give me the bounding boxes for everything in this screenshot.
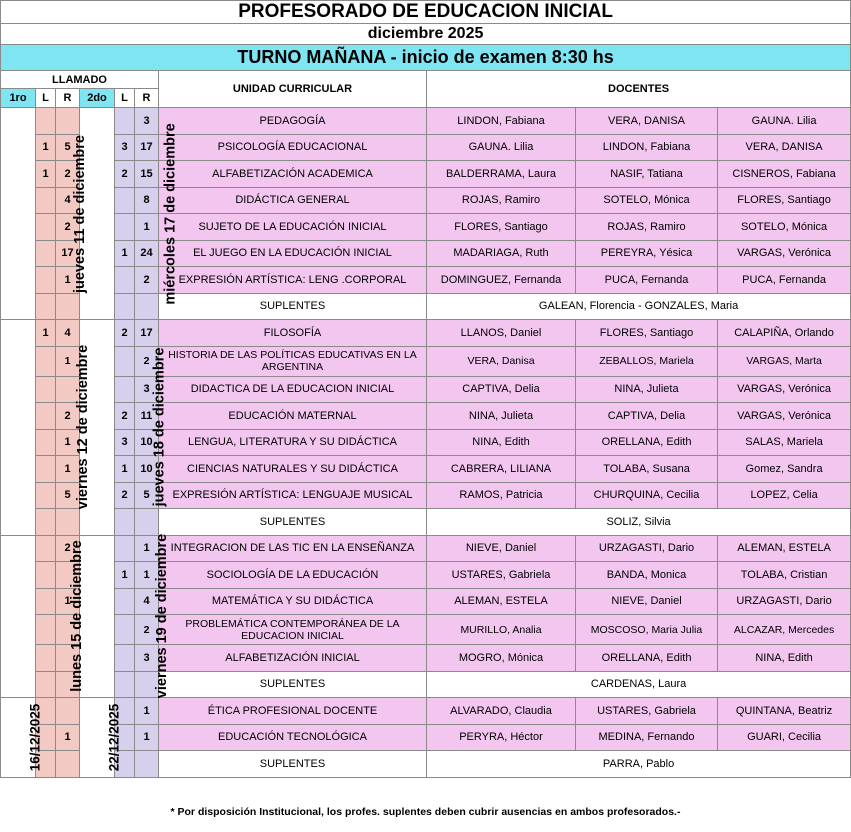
first-call-r — [56, 293, 80, 320]
first-call-r: 17 — [56, 240, 80, 267]
second-call-r: 1 — [135, 214, 159, 241]
first-call-l — [36, 240, 56, 267]
suplentes-row — [1, 509, 851, 536]
docente-1: DOMINGUEZ, Fernanda — [427, 267, 576, 294]
table-row — [1, 482, 851, 509]
docente-3: FLORES, Santiago — [718, 187, 851, 214]
suplentes-row — [1, 293, 851, 320]
suplentes-names: GALEAN, Florencia - GONZALES, Maria — [427, 293, 851, 320]
unidad-curricular: EDUCACIÓN TECNOLÓGICA — [159, 724, 427, 751]
docente-2: URZAGASTI, Dario — [576, 535, 718, 562]
second-call-l — [115, 293, 135, 320]
suplentes-names: PARRA, Pablo — [427, 751, 851, 778]
second-call-l: 3 — [115, 134, 135, 161]
l-header: L — [115, 89, 135, 108]
docente-1: LINDON, Fabiana — [427, 108, 576, 135]
l-header: L — [36, 89, 56, 108]
first-call-l — [36, 509, 56, 536]
second-call-r — [135, 751, 159, 778]
docente-1: FLORES, Santiago — [427, 214, 576, 241]
first-call-r: 1 — [56, 267, 80, 294]
table-row — [1, 320, 851, 347]
second-call-date-label: 22/12/2025 — [106, 703, 122, 772]
first-call-l — [36, 376, 56, 403]
table-row — [1, 645, 851, 672]
unidad-curricular: EXPRESIÓN ARTÍSTICA: LENGUAJE MUSICAL — [159, 482, 427, 509]
table-row — [1, 108, 851, 135]
second-call-l — [115, 267, 135, 294]
docente-3: VARGAS, Marta — [718, 346, 851, 376]
unidad-curricular: EDUCACIÓN MATERNAL — [159, 403, 427, 430]
first-call-r: 5 — [56, 482, 80, 509]
first-call-l — [36, 267, 56, 294]
docente-3: URZAGASTI, Dario — [718, 588, 851, 615]
second-call-r: 3 — [135, 645, 159, 672]
docente-3: VERA, DANISA — [718, 134, 851, 161]
first-call-r: 4 — [56, 187, 80, 214]
first-call-r: 1 — [56, 346, 80, 376]
second-call-l — [115, 214, 135, 241]
docente-1: USTARES, Gabriela — [427, 562, 576, 589]
second-call-l: 1 — [115, 456, 135, 483]
first-call-l — [36, 456, 56, 483]
table-row — [1, 562, 851, 589]
second-call-r: 17 — [135, 320, 159, 347]
first-call-l: 1 — [36, 134, 56, 161]
docente-2: NASIF, Tatiana — [576, 161, 718, 188]
docente-1: NIEVE, Daniel — [427, 535, 576, 562]
unidad-curricular: DIDÁCTICA GENERAL — [159, 187, 427, 214]
docente-3: TOLABA, Cristian — [718, 562, 851, 589]
first-call-r: 2 — [56, 403, 80, 430]
second-call-l: 3 — [115, 429, 135, 456]
second-call-r: 4 — [135, 588, 159, 615]
r-header: R — [56, 89, 80, 108]
first-call-date-label: lunes 15 de diciembre — [68, 540, 85, 693]
table-row — [1, 698, 851, 725]
table-row — [1, 161, 851, 188]
first-call-l — [36, 403, 56, 430]
docente-2: ZEBALLOS, Mariela — [576, 346, 718, 376]
table-row — [1, 535, 851, 562]
docente-1: PERYRA, Héctor — [427, 724, 576, 751]
second-call-r: 15 — [135, 161, 159, 188]
first-call-date-label: 16/12/2025 — [27, 703, 43, 772]
docente-2: SOTELO, Mónica — [576, 187, 718, 214]
first-call-r: 1 — [56, 588, 80, 615]
docente-3: GUARI, Cecilia — [718, 724, 851, 751]
table-row — [1, 346, 851, 376]
second-call-l — [115, 645, 135, 672]
second-call-l — [115, 588, 135, 615]
docentes-header: DOCENTES — [427, 71, 851, 108]
second-call-date-label: viernes 19 de diciembre — [154, 534, 171, 699]
docente-1: CAPTIVA, Delia — [427, 376, 576, 403]
docente-1: MOGRO, Mónica — [427, 645, 576, 672]
docente-1: NINA, Edith — [427, 429, 576, 456]
second-call-l — [115, 187, 135, 214]
second-call-l — [115, 535, 135, 562]
unidad-curricular: PROBLEMÁTICA CONTEMPORÁNEA DE LA EDUCACION INICIAL — [159, 615, 427, 645]
docente-2: FLORES, Santiago — [576, 320, 718, 347]
suplentes-label: SUPLENTES — [159, 293, 427, 320]
first-call-date — [1, 698, 43, 778]
second-call-l — [115, 346, 135, 376]
unidad-curricular: ALFABETIZACIÓN ACADEMICA — [159, 161, 427, 188]
table-row — [1, 615, 851, 645]
docente-3: CALAPIÑA, Orlando — [718, 320, 851, 347]
docente-1: CABRERA, LILIANA — [427, 456, 576, 483]
unidad-curricular: FILOSOFÍA — [159, 320, 427, 347]
llamado-header: LLAMADO — [1, 71, 159, 89]
docente-3: Gomez, Sandra — [718, 456, 851, 483]
second-call-r: 1 — [135, 535, 159, 562]
docente-1: ALEMAN, ESTELA — [427, 588, 576, 615]
table-row — [1, 376, 851, 403]
unidad-curricular: DIDACTICA DE LA EDUCACION INICIAL — [159, 376, 427, 403]
docente-2: PUCA, Fernanda — [576, 267, 718, 294]
docente-3: PUCA, Fernanda — [718, 267, 851, 294]
docente-2: CHURQUINA, Cecilia — [576, 482, 718, 509]
first-call-r: 1 — [56, 456, 80, 483]
second-call-r — [135, 293, 159, 320]
second-call-r: 11 — [135, 403, 159, 430]
first-call-r: 2 — [56, 535, 80, 562]
second-call-l: 2 — [115, 482, 135, 509]
first-call-date — [1, 535, 85, 698]
unidad-curricular: MATEMÁTICA Y SU DIDÁCTICA — [159, 588, 427, 615]
suplentes-label: SUPLENTES — [159, 671, 427, 698]
first-call-r — [56, 509, 80, 536]
first-call-r — [56, 108, 80, 135]
docente-3: ALCAZAR, Mercedes — [718, 615, 851, 645]
table-row — [1, 267, 851, 294]
first-call-r: 5 — [56, 134, 80, 161]
second-call-r: 8 — [135, 187, 159, 214]
docente-2: VERA, DANISA — [576, 108, 718, 135]
first-call-r: 1 — [56, 429, 80, 456]
table-row — [1, 588, 851, 615]
docente-3: SALAS, Mariela — [718, 429, 851, 456]
docente-1: GAUNA. Lilia — [427, 134, 576, 161]
unidad-curricular: LENGUA, LITERATURA Y SU DIDÁCTICA — [159, 429, 427, 456]
second-call-l: 2 — [115, 320, 135, 347]
first-call-r: 1 — [56, 724, 80, 751]
unidad-curricular: INTEGRACION DE LAS TIC EN LA ENSEÑANZA — [159, 535, 427, 562]
second-call-r: 1 — [135, 562, 159, 589]
first-call-header: 1ro — [1, 89, 36, 108]
second-call-header: 2do — [80, 89, 115, 108]
second-call-r: 1 — [135, 724, 159, 751]
second-call-date — [80, 698, 122, 778]
second-call-r: 10 — [135, 456, 159, 483]
docente-2: ROJAS, Ramiro — [576, 214, 718, 241]
first-call-l — [36, 346, 56, 376]
second-call-r — [135, 509, 159, 536]
unidad-curricular: PSICOLOGÍA EDUCACIONAL — [159, 134, 427, 161]
first-call-l — [36, 429, 56, 456]
docente-2: USTARES, Gabriela — [576, 698, 718, 725]
docente-1: LLANOS, Daniel — [427, 320, 576, 347]
first-call-r — [56, 698, 80, 725]
docente-3: CISNEROS, Fabiana — [718, 161, 851, 188]
docente-1: ROJAS, Ramiro — [427, 187, 576, 214]
docente-1: NINA, Julieta — [427, 403, 576, 430]
docente-2: ORELLANA, Edith — [576, 645, 718, 672]
second-call-r: 2 — [135, 267, 159, 294]
table-row — [1, 403, 851, 430]
first-call-l — [36, 482, 56, 509]
first-call-r — [56, 751, 80, 778]
second-call-r: 24 — [135, 240, 159, 267]
second-call-l: 1 — [115, 562, 135, 589]
unidad-curricular: HISTORIA DE LAS POLÍTICAS EDUCATIVAS EN LA ARGENTINA — [159, 346, 427, 376]
first-call-l: 1 — [36, 320, 56, 347]
docente-1: ALVARADO, Claudia — [427, 698, 576, 725]
suplentes-names: SOLIZ, Silvia — [427, 509, 851, 536]
docente-1: VERA, Danisa — [427, 346, 576, 376]
second-call-l: 2 — [115, 403, 135, 430]
suplentes-names: CARDENAS, Laura — [427, 671, 851, 698]
page-title: PROFESORADO DE EDUCACION INICIAL — [1, 1, 851, 24]
second-call-r: 10 — [135, 429, 159, 456]
first-call-r: 4 — [56, 320, 80, 347]
docente-3: VARGAS, Verónica — [718, 240, 851, 267]
unidad-curricular: EL JUEGO EN LA EDUCACIÓN INICIAL — [159, 240, 427, 267]
second-call-l: 2 — [115, 161, 135, 188]
unidad-curricular-header: UNIDAD CURRICULAR — [159, 71, 427, 108]
docente-3: LOPEZ, Celia — [718, 482, 851, 509]
second-call-r: 5 — [135, 482, 159, 509]
first-call-date — [1, 320, 92, 536]
second-call-r: 17 — [135, 134, 159, 161]
docente-2: NINA, Julieta — [576, 376, 718, 403]
docente-3: VARGAS, Verónica — [718, 403, 851, 430]
second-call-r: 3 — [135, 376, 159, 403]
table-row — [1, 724, 851, 751]
first-call-l — [36, 108, 56, 135]
first-call-date-label: viernes 12 de diciembre — [75, 345, 92, 510]
suplentes-row — [1, 671, 851, 698]
docente-1: RAMOS, Patricia — [427, 482, 576, 509]
second-call-r: 1 — [135, 698, 159, 725]
unidad-curricular: PEDAGOGÍA — [159, 108, 427, 135]
docente-3: VARGAS, Verónica — [718, 376, 851, 403]
second-call-r: 3 — [135, 108, 159, 135]
table-row — [1, 456, 851, 483]
docente-3: GAUNA. Lilia — [718, 108, 851, 135]
table-row — [1, 240, 851, 267]
unidad-curricular: CIENCIAS NATURALES Y SU DIDÁCTICA — [159, 456, 427, 483]
unidad-curricular: EXPRESIÓN ARTÍSTICA: LENG .CORPORAL — [159, 267, 427, 294]
first-call-l — [36, 293, 56, 320]
first-call-r: 2 — [56, 214, 80, 241]
second-call-l — [115, 108, 135, 135]
docente-3: QUINTANA, Beatriz — [718, 698, 851, 725]
month-label: diciembre 2025 — [1, 24, 851, 45]
suplentes-row — [1, 751, 851, 778]
unidad-curricular: ÉTICA PROFESIONAL DOCENTE — [159, 698, 427, 725]
docente-1: BALDERRAMA, Laura — [427, 161, 576, 188]
docente-2: NIEVE, Daniel — [576, 588, 718, 615]
second-call-r: 2 — [135, 346, 159, 376]
first-call-l — [36, 645, 56, 672]
docente-2: BANDA, Monica — [576, 562, 718, 589]
first-call-l: 1 — [36, 161, 56, 188]
suplentes-label: SUPLENTES — [159, 751, 427, 778]
docente-2: ORELLANA, Edith — [576, 429, 718, 456]
docente-2: MOSCOSO, Maria Julia — [576, 615, 718, 645]
table-row — [1, 214, 851, 241]
second-call-r: 2 — [135, 615, 159, 645]
second-call-l — [115, 671, 135, 698]
table-row — [1, 429, 851, 456]
second-call-l: 1 — [115, 240, 135, 267]
docente-2: PEREYRA, Yésica — [576, 240, 718, 267]
docente-1: MADARIAGA, Ruth — [427, 240, 576, 267]
r-header: R — [135, 89, 159, 108]
docente-1: MURILLO, Analia — [427, 615, 576, 645]
docente-3: ALEMAN, ESTELA — [718, 535, 851, 562]
docente-2: CAPTIVA, Delia — [576, 403, 718, 430]
turno-banner: TURNO MAÑANA - inicio de examen 8:30 hs — [1, 45, 851, 71]
unidad-curricular: ALFABETIZACIÓN INICIAL — [159, 645, 427, 672]
unidad-curricular: SUJETO DE LA EDUCACIÓN INICIAL — [159, 214, 427, 241]
first-call-l — [36, 588, 56, 615]
first-call-date-label: jueves 11 de diciembre — [71, 134, 88, 293]
docente-3: SOTELO, Mónica — [718, 214, 851, 241]
footnote: * Por disposición Institucional, los profes. suplentes deben cubrir ausencias en ambos profesorados.- — [170, 806, 681, 818]
second-call-l — [115, 615, 135, 645]
unidad-curricular: SOCIOLOGÍA DE LA EDUCACIÓN — [159, 562, 427, 589]
first-call-l — [36, 187, 56, 214]
first-call-l — [36, 562, 56, 589]
docente-2: MEDINA, Fernando — [576, 724, 718, 751]
second-call-l — [115, 376, 135, 403]
suplentes-label: SUPLENTES — [159, 509, 427, 536]
table-row — [1, 187, 851, 214]
second-call-l — [115, 509, 135, 536]
docente-3: NINA, Edith — [718, 645, 851, 672]
table-row — [1, 134, 851, 161]
first-call-l — [36, 535, 56, 562]
docente-2: LINDON, Fabiana — [576, 134, 718, 161]
second-call-date-label: jueves 18 de diciembre — [151, 347, 168, 507]
first-call-r: 2 — [56, 161, 80, 188]
second-call-date-label: miércoles 17 de diciembre — [162, 122, 179, 305]
first-call-l — [36, 615, 56, 645]
first-call-l — [36, 214, 56, 241]
first-call-l — [36, 671, 56, 698]
docente-2: TOLABA, Susana — [576, 456, 718, 483]
